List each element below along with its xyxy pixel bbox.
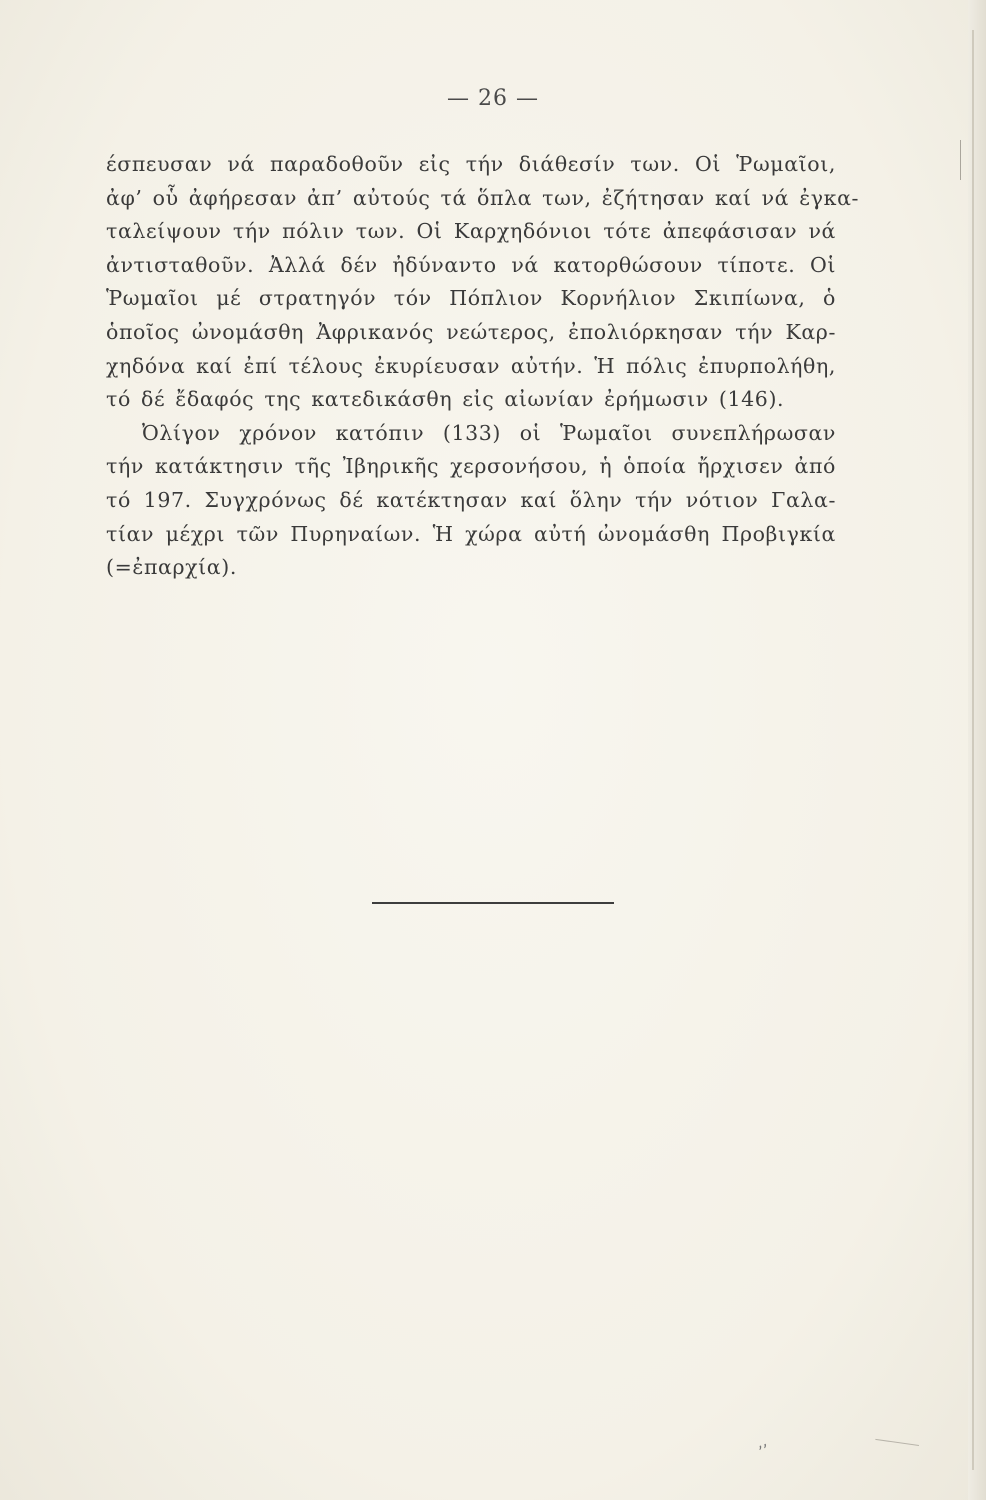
text-line: ἀντισταθοῦν. Ἀλλά δέν ἠδύναντο νά κατορθώσουν τίποτε. Οἱ (106, 252, 836, 277)
text-line: έσπευσαν νά παραδοθοῦν εἰς τήν διάθεσίν των. Οἱ Ῥωμαῖοι, (106, 152, 836, 176)
text-line: ταλείψουν τήν πόλιν των. Οἱ Καρχηδόνιοι τότε ἀπεφάσισαν νά (106, 219, 836, 244)
text-line: Ὀλίγον χρόνον κατόπιν (133) οἱ Ῥωμαῖοι συνεπλήρωσαν (142, 420, 836, 445)
page-edge-line (972, 30, 974, 1470)
text-line: τό 197. Συγχρόνως δέ κατέκτησαν καί ὅλην τήν νότιον Γαλα- (106, 487, 836, 512)
text-line: χηδόνα καί ἐπί τέλους ἐκυρίευσαν αὐτήν. Ἡ πόλις ἐπυρπολήθη, (106, 353, 836, 378)
page-number: — 26 — (447, 86, 539, 111)
text-line: τό δέ ἔδαφός της κατεδικάσθη εἰς αἰωνίαν ἐρήμωσιν (146). (106, 387, 785, 412)
text-line: Ῥωμαῖοι μέ στρατηγόν τόν Πόπλιον Κορνήλιον Σκιπίωνα, ὁ (106, 286, 836, 311)
body-text (106, 148, 860, 585)
text-line: τήν κατάκτησιν τῆς Ἰβηρικῆς χερσονήσου, ἡ ὁποία ἤρχισεν ἀπό (106, 454, 836, 479)
stray-mark: ,, (753, 1430, 770, 1453)
text-line: (=ἐπαρχία). (106, 555, 237, 580)
edge-mark (960, 140, 961, 180)
section-divider (372, 902, 614, 904)
text-line: ὁποῖος ὠνομάσθη Ἀφρικανός νεώτερος, ἐπολιόρκησαν τήν Καρ- (106, 319, 836, 344)
text-line: ἀφ’ οὗ ἀφήρεσαν ἀπ’ αὐτούς τά ὅπλα των, ἐζήτησαν καί νά ἐγκα- (106, 185, 860, 210)
page-edge (968, 0, 986, 1500)
text-line: τίαν μέχρι τῶν Πυρηναίων. Ἡ χώρα αὐτή ὠνομάσθη Προβιγκία (106, 521, 836, 546)
